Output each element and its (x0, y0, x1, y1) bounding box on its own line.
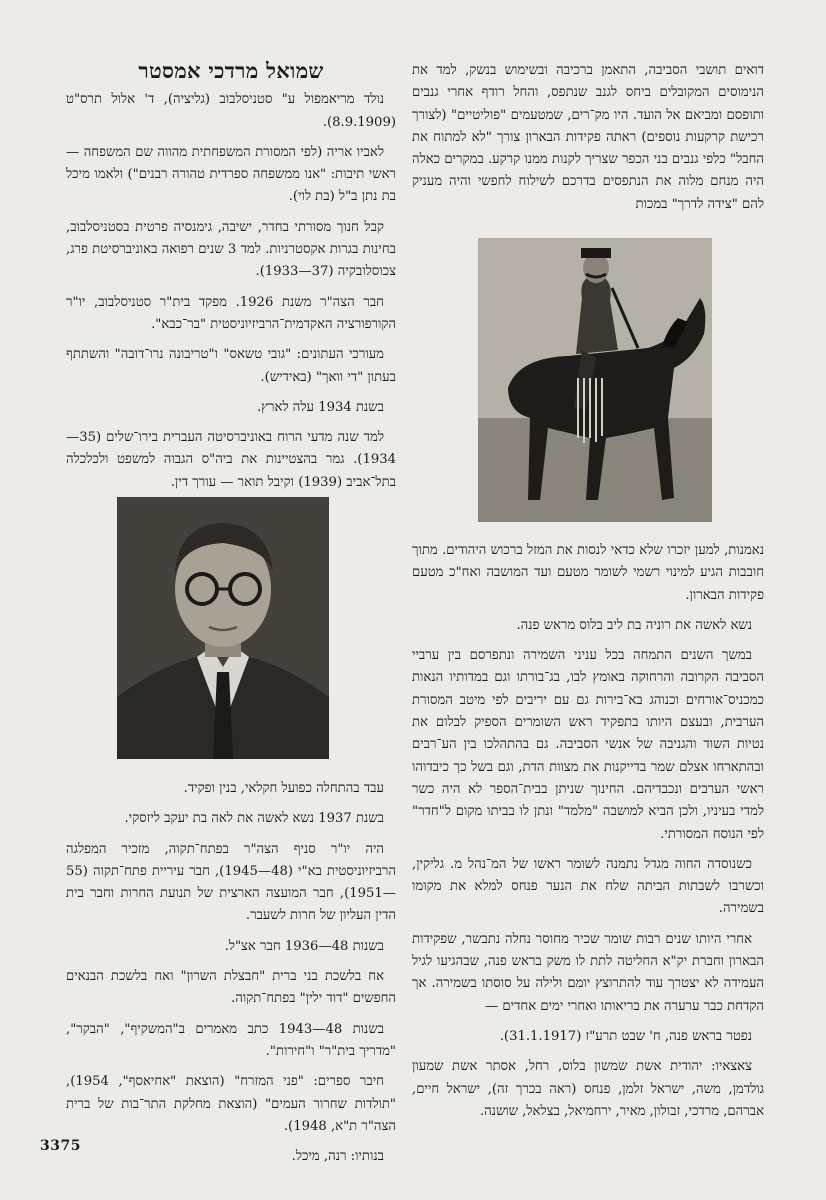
paragraph: קבל חנוך מסורתי בחדר, ישיבה, גימנסיה פרטית בסטניסלבוב, בחינות בגרות אקסטרניות. למד 3 שנים רפואה באוניברסיטת פרג, צכוסלובקיה (37—1933). (66, 219, 396, 280)
paragraph: אח בלשכת בני ברית "חבצלת השרון" ואח בלשכת הבנאים החפשים "דוד ילין" בפתח־תקוה. (66, 969, 396, 1007)
paragraph: נולד מריאמפול ע" סטניסלבוב (גליציה), ד' אלול תרס"ט (8.9.1909). (66, 92, 396, 130)
paragraph: בשנות 48—1936 חבר אצ"ל. (224, 938, 384, 954)
paragraph: חבר הצה"ר משנת 1926. מפקד בית"ר סטניסלבוב, יו"ר הקורפורציה האקדמית־הרביזיוניסטית "בר־כבא". (66, 294, 396, 332)
paragraph: נפטר בראש פנה, ח' שבט תרע"ז (31.1.1917). (499, 1028, 752, 1044)
right-column-bottom (412, 540, 764, 1131)
paragraph: בנותיו: רנה, מיכל. (291, 1149, 384, 1165)
article-title: שמואל מרדכי אמסטר (138, 58, 324, 83)
page-number: 3375 (40, 1138, 81, 1154)
paragraph: מעורכי העתונים: "גובי טשאס" ו"טריבונה נרו־דובה" והשתתף בעתון "די וואך" (באידיש). (66, 347, 396, 385)
left-column-top (66, 60, 396, 502)
paragraph: חיבר ספרים: "פני המזרח" (הוצאת "אחיאסף", 1954), "תולדות שחרור העמים" (הוצאת מחלקת התר־בות של ברית הצה"ר ת"א, 1948). (66, 1074, 396, 1134)
paragraph: היה יו"ר סניף הצה"ר בפתח־תקוה, מזכיר המפלגה הרביזיוניסטית בא"י (48—1945), חבר עיריית פתח־תקוה (55—1951), חבר המועצה הארצית של תנועת החרות וחבר בית הדין העליון של חרות לשעבר. (66, 841, 396, 924)
portrait-photo (117, 497, 329, 759)
paragraph: נאמנות, למען יזכרו שלא כדאי לנסות את המזל ברכוש היהודים. מתוך חובבות הגיע למינוי רשמי לשומר מטעם ועד המושבה ואח"כ מטעם פקידות הבארון. (412, 543, 764, 603)
paragraph: כשנוסדה החוה מגדל נתמנה לשומר ראשו של המ־נהל מ. גליקין, וכשרבו לשבתות הביתה שלח את הנער פנחס למלא את מקומו בשמירה. (412, 856, 764, 917)
right-column-top (412, 60, 764, 224)
paragraph: צאצאיו: יהודית אשת שמשון בלוס, רחל, אסתר אשת שמעון גולדמן, משה, ישראל זלמן, פנחס (ראה בכרך זה), ישראל חיים, אברהם, מרדכי, זבולון, מאיר, ירחמיאל, בצלאל, שושנה. (412, 1059, 764, 1119)
paragraph: במשך השנים התמחה בכל עניני השמירה ונתפרסם בין ערביי הסביבה הקרובה והרחוקה באומץ לבו, בג־בורתו וגם במדותיו הנאות כמכניס־אורחים וכנוהג בא־בירות גם עם יריבים לפי מיטב המסורת הערבית, ובעצם היותו בתפקיד ראש השומרים הספיק לבלום את נטיות השוד והגניבה של אנשי הסביבה. גם בהתהלכו בין הע־רבים ובהתארחו אצלם שמר בדייקנות את מצוות הדת, וגם בשל כך כיבדוהו ראשי הערבים ונכבדיהם. החינוך שניתן בבית־הספר לא היה כשר למדי בעיניו, ולכן הביא למושבה "מלמד" ונתן לו בביתו מקום ל"חדר" לפי הנוסח המסורתי. (412, 648, 764, 842)
paragraph: למד שנה מדעי הרוח באוניברסיטה העברית בירו־שלים (35—1934). גמר בהצטיינות את ביה"ס הגבוה למשפט ולכלכלה בתל־אביב (1939) וקיבל תואר — עורך דין. (66, 430, 396, 490)
rider-photo (478, 238, 712, 522)
paragraph: אחרי היותו שנים רבות שומר שכיר מחוסר נחלה נתבשר, שפקידות הבארון וחברת יק"א החליטה לתת לו משק בראש פנה, שבהגיעו לגיל העמידה לא יצטרך עוד להתרוצץ יומם ולילה על סוסתו בשמירה. אך הקדחת כבר ערערה את בריאותו ואחרי ימים אחדים — (412, 931, 764, 1014)
paragraph: לאביו אריה (לפי המסורת המשפחתית מהווה שם המשפחה — ראשי תיבות: "אנו ממשפחה ספרדית טהורה רבנים") ולאמו מיכל בת נתן ב"ל (בת לוי). (66, 144, 396, 205)
paragraph: בשנת 1937 נשא לאשה את לאה בת יעקב ליזסקי. (124, 811, 384, 827)
paragraph: דואים תושבי הסביבה, התאמן ברכיבה ובשימוש בנשק, למד את הנימוסים המקובלים ביחס לגנב שנתפס, והחל רודף אחרי גנבים ותופסם ומביאם אל הועד. היו מק־רים, שמטעמים "פוליטיים" (לצורך רכישת קרקעות נוספים) ראתה פקידות הבארון צורך "לא למתוח את החבל" כלפי גנבים בני הכפר שצריך לקנות ממנו קרקע. במקרים כאלה היה מנחם מלוה את הנתפסים בדרכם לשילוח לחפשי והיה מעניק להם "צידה לדרך" במכות (412, 63, 764, 212)
paragraph: בשנת 1934 עלה לארץ. (256, 399, 384, 415)
left-column-bottom (66, 778, 396, 1176)
paragraph: עבד בהתחלה כפועל חקלאי, בנין ופקיד. (183, 781, 384, 796)
paragraph: בשנות 48—1943 כתב מאמרים ב"המשקיף", "הבקר", "מדריך בית"ר" ו"חירות". (66, 1021, 396, 1059)
paragraph: נשא לאשה את רוניה בת ליב בלוס מראש פנה. (516, 617, 752, 633)
